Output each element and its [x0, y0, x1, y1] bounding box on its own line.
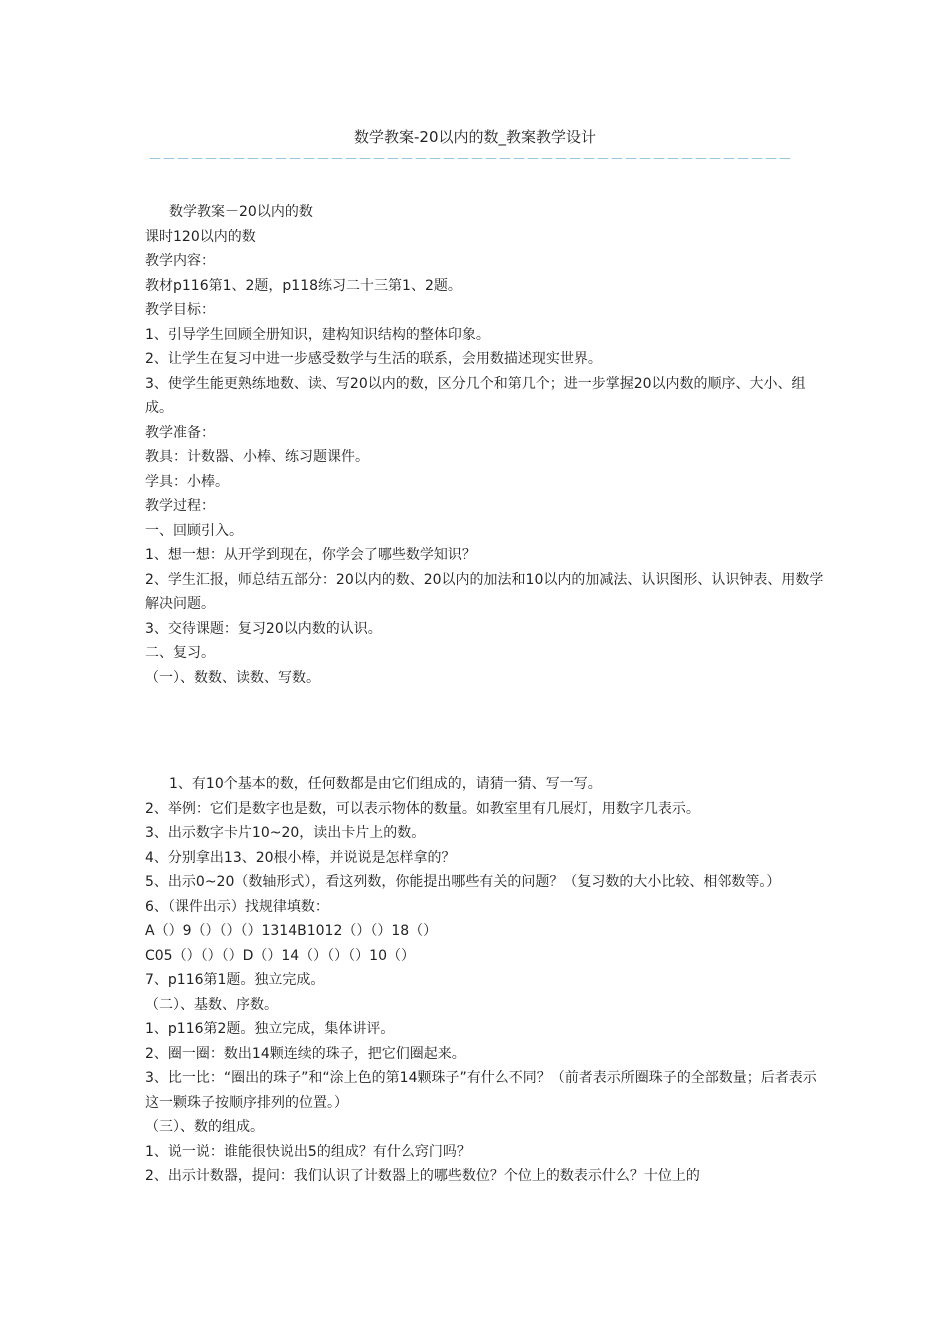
- paragraph: 1、引导学生回顾全册知识，建构知识结构的整体印象。: [145, 326, 490, 343]
- paragraph: （一）、数数、读数、写数。: [145, 669, 320, 686]
- paragraph: 3、使学生能更熟练地数、读、写20以内的数，区分几个和第几个；进一步掌握20以内数的顺序、大小、组成。: [145, 375, 806, 416]
- paragraph: 2、圈一圈：数出14颗连续的珠子，把它们圈起来。: [145, 1045, 466, 1062]
- body-section-b: [145, 772, 825, 1189]
- body-section-a: [145, 200, 825, 690]
- paragraph: 教学过程：: [145, 498, 215, 514]
- paragraph: 教学准备：: [145, 424, 215, 441]
- paragraph: 教材p116第1、2题，p118练习二十三第1、2题。: [145, 277, 462, 294]
- paragraph: 教具：计数器、小棒、练习题课件。: [145, 449, 369, 465]
- paragraph: 1、想一想：从开学到现在，你学会了哪些数学知识？: [145, 547, 476, 563]
- paragraph: 教学目标：: [145, 302, 215, 318]
- paragraph: （二）、基数、序数。: [145, 996, 278, 1013]
- paragraph: 4、分别拿出13、20根小棒，并说说是怎样拿的？: [145, 849, 456, 866]
- paragraph: 课时120以内的数: [145, 228, 256, 245]
- paragraph: 7、p116第1题。独立完成。: [145, 972, 325, 988]
- lesson-heading: 数学教案－20以内的数: [169, 204, 313, 220]
- paragraph: 学具：小棒。: [145, 473, 229, 490]
- paragraph: 2、学生汇报，师总结五部分：20以内的数、20以内的加法和10以内的加减法、认识图形、认识钟表、用数学解决问题。: [145, 571, 824, 612]
- paragraph: 2、让学生在复习中进一步感受数学与生活的联系，会用数描述现实世界。: [145, 351, 602, 367]
- title-divider: －－－－－－－－－－－－－－－－－－－－－－－－－－－－－－－－－－－－－－－－－－－－－－: [148, 152, 792, 168]
- paragraph: 2、举例：它们是数字也是数，可以表示物体的数量。如教室里有几展灯，用数字几表示。: [145, 800, 700, 817]
- paragraph: 3、交待课题：复习20以内数的认识。: [145, 620, 382, 637]
- paragraph: 一、回顾引入。: [145, 522, 243, 539]
- paragraph: 6、（课件出示）找规律填数：: [145, 898, 329, 915]
- paragraph: 1、p116第2题。独立完成，集体讲评。: [145, 1021, 395, 1037]
- document-title: 数学教案-20以内的数_教案教学设计: [353, 128, 596, 146]
- paragraph: 教学内容：: [145, 253, 215, 269]
- paragraph: 二、复习。: [145, 645, 215, 661]
- paragraph: 3、比一比：“圈出的珠子”和“涂上色的第14颗珠子”有什么不同？（前者表示所圈珠子的全部数量；后者表示这一颗珠子按顺序排列的位置。）: [145, 1070, 817, 1111]
- paragraph: C05（）（）（）D（）14（）（）（）10（）: [145, 947, 415, 964]
- paragraph: A（）9（）（）（）1314B1012（）（）18（）: [145, 923, 438, 939]
- paragraph: 1、说一说：谁能很快说出5的组成？有什么窍门吗？: [145, 1143, 471, 1160]
- paragraph: 1、有10个基本的数，任何数都是由它们组成的，请猜一猜、写一写。: [169, 776, 602, 792]
- paragraph: 2、出示计数器，提问：我们认识了计数器上的哪些数位？个位上的数表示什么？十位上的: [145, 1168, 700, 1184]
- paragraph: 5、出示0~20（数轴形式），看这列数，你能提出哪些有关的问题？（复习数的大小比较、相邻数等。）: [145, 874, 781, 890]
- paragraph: （三）、数的组成。: [145, 1119, 264, 1135]
- paragraph: 3、出示数字卡片10~20，读出卡片上的数。: [145, 825, 426, 841]
